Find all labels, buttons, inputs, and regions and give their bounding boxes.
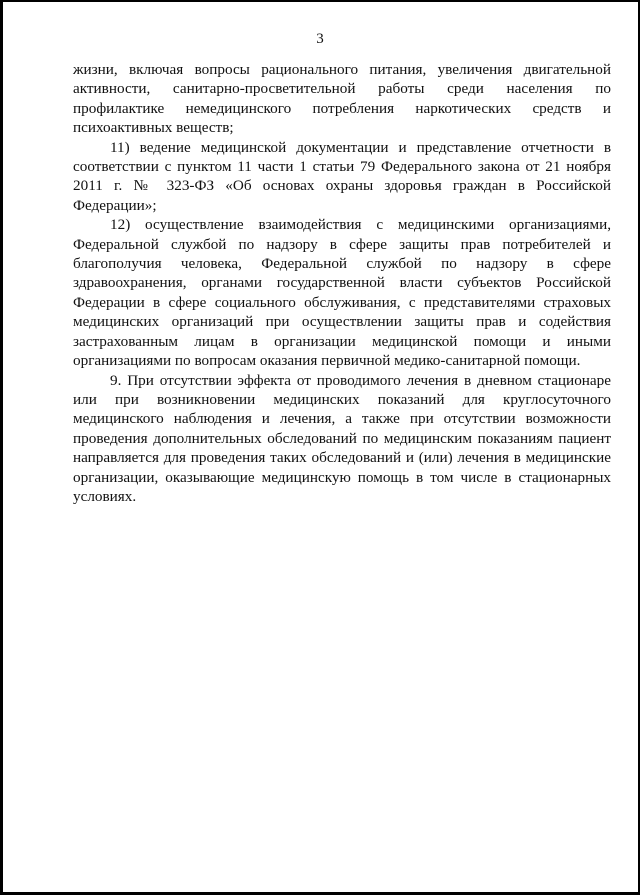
paragraph-item-12: 12) осуществление взаимодействия с медицинскими организациями, Федеральной службой по надзору в сфере защиты прав потребителей и благополучия человека, Федеральной службой по надзору в сфере здравоохранения, органами государственной власти субъектов Российской Федерации в сфере социального обслуживания, с представителями страховых медицинских организаций при осуществлении защиты прав и содействия застрахованным лицам в организации медицинской помощи и иными организациями по вопросам оказания первичной медико-санитарной помощи.: [73, 216, 611, 370]
paragraph-item-11: 11) ведение медицинской документации и представление отчетности в соответствии с пунктом 11 части 1 статьи 79 Федерального закона от 21 ноября 2011 г. № 323-ФЗ «Об основах охраны здоровья граждан в Российской Федерации»;: [73, 138, 611, 214]
document-body: [73, 60, 611, 506]
paragraph-continuation: жизни, включая вопросы рационального питания, увеличения двигательной активности, санитарно-просветительной работы среди населения по профилактике немедицинского потребления наркотических средств и психоактивных веществ;: [73, 61, 611, 137]
scan-edge-left: [0, 0, 3, 895]
paragraph-section-9: 9. При отсутствии эффекта от проводимого лечения в дневном стационаре или при возникновении медицинских показаний для круглосуточного медицинского наблюдения и лечения, а также при отсутствии возможности проведения дополнительных обследований по медицинским показаниям пациент направляется для проведения таких обследований и (или) лечения в медицинские организации, оказывающие медицинскую помощь в том числе в стационарных условиях.: [73, 371, 611, 505]
page-number: 3: [316, 31, 324, 47]
scan-edge-top: [0, 0, 640, 2]
